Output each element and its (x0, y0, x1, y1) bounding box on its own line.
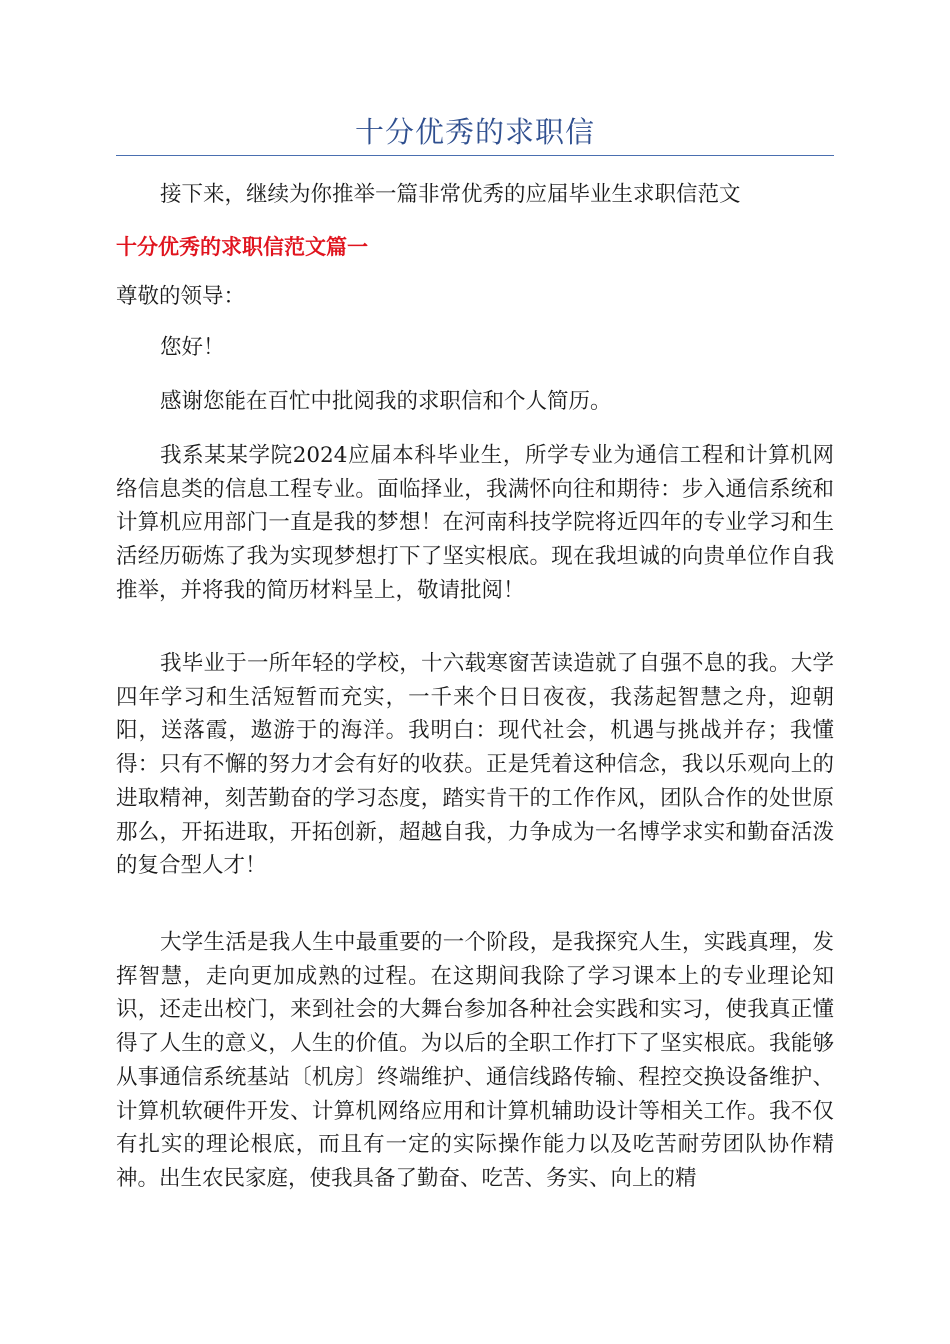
section-heading: 十分优秀的求职信范文篇一 (116, 235, 368, 259)
body-paragraph-4: 大学生活是我人生中最重要的一个阶段，是我探究人生，实践真理，发挥智慧，走向更加成熟的过程。在这期间我除了学习课本上的专业理论知识，还走出校门，来到社会的大舞台参加各种社会实践和实习，使我真正懂得了人生的意义，人生的价值。为以后的全职工作打下了坚实根底。我能够从事通信系统基站〔机房〕终端维护、通信线路传输、程控交换设备维护、计算机软硬件开发、计算机网络应用和计算机辅助设计等相关工作。我不仅有扎实的理论根底，而且有一定的实际操作能力以及吃苦耐劳团队协作精神。出生农民家庭，使我具备了勤奋、吃苦、务实、向上的精 (116, 930, 834, 1191)
document-title: 十分优秀的求职信 (354, 115, 595, 149)
body-paragraph-2: 我系某某学院2024应届本科毕业生，所学专业为通信工程和计算机网络信息类的信息工程专业。面临择业，我满怀向往和期待：步入通信系统和计算机应用部门一直是我的梦想！在河南科技学院将近四年的专业学习和生活经历砺炼了我为实现梦想打下了坚实根底。现在我坦诚的向贵单位作自我推举，并将我的简历材料呈上，敬请批阅！ (116, 443, 834, 603)
body-paragraph-1: 感谢您能在百忙中批阅我的求职信和个人简历。 (160, 389, 612, 414)
body-paragraph-3: 我毕业于一所年轻的学校，十六载寒窗苦读造就了自强不息的我。大学四年学习和生活短暂而充实，一千来个日日夜夜，我荡起智慧之舟，迎朝阳，送落霞，遨游于的海洋。我明白：现代社会，机遇与挑战并存；我懂得：只有不懈的努力才会有好的收获。正是凭着这种信念，我以乐观向上的进取精神，刻苦勤奋的学习态度，踏实肯干的工作作风，团队合作的处世原那么，开拓进取，开拓创新，超越自我，力争成为一名博学求实和勤奋活泼的复合型人才！ (116, 651, 834, 879)
title-underline (116, 155, 834, 156)
greeting: 您好！ (160, 335, 225, 360)
intro-paragraph: 接下来，继续为你推举一篇非常优秀的应届毕业生求职信范文 (160, 182, 741, 207)
salutation: 尊敬的领导： (116, 284, 246, 309)
